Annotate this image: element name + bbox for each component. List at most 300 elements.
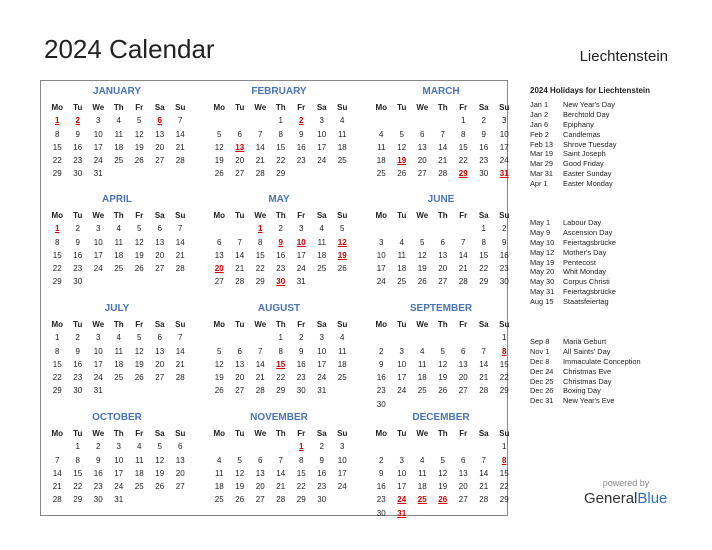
holiday-date: Jan 2 <box>530 109 549 119</box>
day-cell: 4 <box>420 455 425 465</box>
day-cell: 11 <box>397 250 406 260</box>
day-cell: 13 <box>155 346 165 356</box>
weekday-header: Su <box>499 103 510 112</box>
day-cell: 5 <box>440 455 445 465</box>
day-cell: 11 <box>418 359 427 369</box>
day-cell: 25 <box>114 373 124 383</box>
day-cell: 7 <box>481 346 486 356</box>
day-cell: 27 <box>417 169 427 179</box>
holiday-day-cell: 1 <box>55 224 60 234</box>
day-cell: 10 <box>317 346 327 356</box>
day-cell: 16 <box>317 468 327 478</box>
day-cell: 30 <box>73 277 83 287</box>
day-cell: 15 <box>499 468 509 478</box>
weekday-header: Mo <box>375 211 388 220</box>
holiday-row <box>530 159 616 169</box>
holiday-row <box>530 248 616 258</box>
weekday-header: Fr <box>297 103 306 112</box>
holiday-day-cell: 12 <box>337 237 347 247</box>
holiday-name: Immaculate Conception <box>563 356 641 366</box>
weekday-header: We <box>92 211 105 220</box>
day-cell: 4 <box>137 442 142 452</box>
empty-cell <box>412 331 433 344</box>
brand-blue: Blue <box>637 490 668 507</box>
day-cell: 24 <box>376 277 386 287</box>
day-cell: 31 <box>296 277 306 287</box>
day-cell: 28 <box>276 495 286 505</box>
weekday-header: Mo <box>213 103 226 112</box>
day-cell: 29 <box>499 495 509 505</box>
empty-cell <box>433 222 454 235</box>
day-cell: 22 <box>73 482 83 492</box>
weekday-header: Sa <box>154 211 165 220</box>
day-cell: 18 <box>397 264 407 274</box>
weekday-header: We <box>92 429 105 438</box>
day-cell: 19 <box>214 373 224 383</box>
weekday-header: Su <box>499 320 510 329</box>
day-cell: 16 <box>376 482 386 492</box>
day-cell: 16 <box>73 250 83 260</box>
day-cell: 29 <box>296 495 306 505</box>
holiday-group <box>530 337 641 406</box>
day-cell: 21 <box>479 482 489 492</box>
day-cell: 17 <box>397 482 407 492</box>
empty-cell <box>250 331 271 344</box>
day-cell: 26 <box>214 169 224 179</box>
day-cell: 20 <box>438 264 448 274</box>
day-cell: 4 <box>116 116 121 126</box>
month-name: OCTOBER <box>92 412 142 423</box>
weekday-header: Tu <box>397 429 407 438</box>
empty-cell <box>230 440 251 453</box>
holiday-group <box>530 100 616 189</box>
day-cell: 20 <box>155 359 165 369</box>
day-cell: 31 <box>317 386 327 396</box>
day-cell: 11 <box>135 455 144 465</box>
holiday-date: Dec 24 <box>530 366 554 376</box>
holiday-day-cell: 25 <box>417 495 427 505</box>
day-cell: 22 <box>499 373 509 383</box>
day-cell: 2 <box>379 455 384 465</box>
day-cell: 27 <box>155 373 165 383</box>
day-cell: 11 <box>114 237 123 247</box>
day-cell: 30 <box>93 495 103 505</box>
day-cell: 20 <box>458 373 468 383</box>
weekday-header: Tu <box>73 211 83 220</box>
weekday-header: Th <box>437 211 448 220</box>
day-cell: 23 <box>296 373 306 383</box>
day-cell: 25 <box>376 169 386 179</box>
holiday-date: Mar 19 <box>530 149 554 159</box>
weekday-header: We <box>254 429 267 438</box>
holiday-date: May 12 <box>530 247 555 257</box>
weekday-header: Fr <box>297 429 306 438</box>
day-cell: 22 <box>479 264 489 274</box>
day-cell: 20 <box>255 482 265 492</box>
day-cell: 28 <box>438 169 448 179</box>
day-cell: 17 <box>93 250 103 260</box>
day-cell: 11 <box>377 142 386 152</box>
weekday-header: Mo <box>51 103 64 112</box>
day-cell: 3 <box>502 116 507 126</box>
day-cell: 9 <box>481 129 486 139</box>
empty-cell <box>392 331 413 344</box>
holiday-group <box>530 218 616 307</box>
day-cell: 19 <box>417 264 427 274</box>
day-cell: 14 <box>175 129 185 139</box>
day-cell: 18 <box>114 142 124 152</box>
day-cell: 9 <box>379 468 384 478</box>
day-cell: 28 <box>255 169 265 179</box>
empty-cell <box>271 440 292 453</box>
day-cell: 29 <box>499 386 509 396</box>
day-cell: 3 <box>319 116 324 126</box>
day-cell: 15 <box>52 250 62 260</box>
day-cell: 28 <box>458 277 468 287</box>
day-cell: 7 <box>278 455 283 465</box>
day-cell: 13 <box>417 142 427 152</box>
holiday-name: Berchtold Day <box>563 109 610 119</box>
day-cell: 9 <box>75 237 80 247</box>
weekday-header: Su <box>337 211 348 220</box>
weekday-header: We <box>416 211 429 220</box>
holiday-name: New Year's Day <box>563 100 615 109</box>
day-cell: 6 <box>157 224 162 234</box>
day-cell: 25 <box>337 373 347 383</box>
day-cell: 24 <box>397 386 407 396</box>
holiday-date: Dec 8 <box>530 356 550 366</box>
day-cell: 18 <box>417 373 427 383</box>
day-cell: 9 <box>96 455 101 465</box>
holiday-name: Pentecost <box>563 257 596 267</box>
day-cell: 28 <box>52 495 62 505</box>
month-name: JULY <box>104 303 130 314</box>
day-cell: 28 <box>175 264 185 274</box>
day-cell: 3 <box>96 333 101 343</box>
month-november <box>209 411 349 507</box>
day-cell: 7 <box>178 224 183 234</box>
holiday-day-cell: 8 <box>502 346 507 356</box>
day-cell: 19 <box>155 468 165 478</box>
empty-cell <box>474 331 495 344</box>
holidays-title: 2024 Holidays for Liechtenstein <box>530 86 651 95</box>
day-cell: 15 <box>458 142 468 152</box>
day-cell: 17 <box>317 359 327 369</box>
weekday-header: We <box>254 211 267 220</box>
day-cell: 11 <box>114 129 123 139</box>
day-cell: 4 <box>116 333 121 343</box>
holiday-date: Jan 6 <box>530 119 549 129</box>
weekday-header: Fr <box>297 211 306 220</box>
weekday-header: Sa <box>316 320 327 329</box>
day-cell: 17 <box>337 468 347 478</box>
day-cell: 14 <box>438 142 448 152</box>
month-september <box>371 302 511 411</box>
day-cell: 28 <box>235 277 245 287</box>
day-cell: 18 <box>337 142 347 152</box>
day-cell: 26 <box>134 264 144 274</box>
day-cell: 27 <box>235 169 245 179</box>
day-cell: 15 <box>296 468 306 478</box>
day-cell: 7 <box>258 346 263 356</box>
day-cell: 16 <box>479 142 489 152</box>
day-cell: 28 <box>175 156 185 166</box>
weekday-header: Th <box>113 429 124 438</box>
day-cell: 13 <box>458 359 468 369</box>
day-cell: 6 <box>178 442 183 452</box>
day-cell: 6 <box>258 455 263 465</box>
day-cell: 12 <box>214 359 224 369</box>
day-cell: 10 <box>93 129 103 139</box>
day-cell: 17 <box>114 468 124 478</box>
day-cell: 8 <box>278 346 283 356</box>
day-cell: 27 <box>175 482 185 492</box>
day-cell: 22 <box>499 482 509 492</box>
day-cell: 24 <box>114 482 124 492</box>
weekday-header: Mo <box>213 211 226 220</box>
day-cell: 12 <box>134 237 144 247</box>
day-cell: 11 <box>215 468 224 478</box>
day-cell: 12 <box>438 359 448 369</box>
holiday-row <box>530 228 616 238</box>
weekday-header: Sa <box>478 320 489 329</box>
holiday-row <box>530 179 616 189</box>
day-cell: 2 <box>96 442 101 452</box>
holiday-name: All Saints' Day <box>563 346 611 356</box>
day-cell: 30 <box>376 508 386 518</box>
day-cell: 21 <box>235 264 245 274</box>
day-cell: 7 <box>178 116 183 126</box>
day-cell: 6 <box>157 333 162 343</box>
day-cell: 29 <box>52 386 62 396</box>
day-cell: 1 <box>278 333 283 343</box>
day-cell: 21 <box>175 250 185 260</box>
day-cell: 7 <box>461 237 466 247</box>
holiday-day-cell: 9 <box>278 237 283 247</box>
empty-cell <box>453 222 474 235</box>
day-cell: 17 <box>499 142 509 152</box>
day-cell: 7 <box>440 129 445 139</box>
day-cell: 4 <box>340 116 345 126</box>
holiday-day-cell: 31 <box>397 508 407 518</box>
holiday-row <box>530 238 616 248</box>
day-cell: 31 <box>93 169 103 179</box>
day-cell: 9 <box>502 237 507 247</box>
day-cell: 13 <box>155 129 165 139</box>
holiday-date: Jan 1 <box>530 100 549 109</box>
day-cell: 9 <box>299 129 304 139</box>
holiday-date: Dec 31 <box>530 396 554 406</box>
day-cell: 5 <box>217 129 222 139</box>
weekday-header: Su <box>337 429 348 438</box>
holiday-date: May 10 <box>530 237 555 247</box>
empty-cell <box>250 114 271 127</box>
day-cell: 6 <box>440 237 445 247</box>
day-cell: 9 <box>319 455 324 465</box>
holiday-date: Nov 1 <box>530 346 550 356</box>
day-cell: 17 <box>93 359 103 369</box>
holiday-row <box>530 347 641 357</box>
day-cell: 4 <box>399 237 404 247</box>
day-cell: 24 <box>317 156 327 166</box>
day-cell: 22 <box>255 264 265 274</box>
holiday-day-cell: 19 <box>337 250 347 260</box>
day-cell: 17 <box>296 250 306 260</box>
weekday-header: Fr <box>135 103 144 112</box>
day-cell: 10 <box>337 455 347 465</box>
holiday-day-cell: 20 <box>214 264 224 274</box>
month-february <box>209 85 349 181</box>
day-cell: 9 <box>75 129 80 139</box>
holiday-name: Epiphany <box>563 119 594 129</box>
day-cell: 18 <box>317 250 327 260</box>
holiday-day-cell: 1 <box>258 224 263 234</box>
empty-cell <box>209 222 230 235</box>
weekday-header: Fr <box>297 320 306 329</box>
empty-cell <box>371 440 392 453</box>
holiday-day-cell: 31 <box>499 169 509 179</box>
day-cell: 25 <box>214 495 224 505</box>
day-cell: 1 <box>502 333 507 343</box>
day-cell: 19 <box>438 482 448 492</box>
day-cell: 23 <box>499 264 509 274</box>
month-december <box>371 411 511 520</box>
weekday-header: We <box>416 429 429 438</box>
day-cell: 31 <box>93 386 103 396</box>
day-cell: 26 <box>397 169 407 179</box>
day-cell: 21 <box>479 373 489 383</box>
day-cell: 16 <box>93 468 103 478</box>
day-cell: 12 <box>417 250 427 260</box>
day-cell: 18 <box>337 359 347 369</box>
holiday-row <box>530 287 616 297</box>
month-name: JUNE <box>427 194 455 205</box>
day-cell: 11 <box>418 468 427 478</box>
weekday-header: Mo <box>375 103 388 112</box>
empty-cell <box>230 222 251 235</box>
weekday-header: Tu <box>73 320 83 329</box>
day-cell: 28 <box>175 373 185 383</box>
holiday-name: Feiertagsbrücke <box>563 237 616 247</box>
weekday-header: Sa <box>478 103 489 112</box>
day-cell: 3 <box>96 224 101 234</box>
weekday-header: Mo <box>375 429 388 438</box>
day-cell: 10 <box>317 129 327 139</box>
day-cell: 21 <box>175 359 185 369</box>
weekday-header: Tu <box>73 429 83 438</box>
month-name: FEBRUARY <box>251 86 307 97</box>
weekday-header: Mo <box>375 320 388 329</box>
month-january <box>47 85 187 181</box>
day-cell: 27 <box>214 277 224 287</box>
day-cell: 14 <box>255 142 265 152</box>
day-cell: 12 <box>134 346 144 356</box>
day-cell: 26 <box>214 386 224 396</box>
holiday-name: Easter Monday <box>563 179 613 189</box>
holiday-date: Dec 25 <box>530 376 554 386</box>
holiday-name: Corpus Christi <box>563 277 610 287</box>
weekday-header: Fr <box>459 320 468 329</box>
day-cell: 14 <box>52 468 62 478</box>
weekday-header: Fr <box>135 320 144 329</box>
day-cell: 23 <box>73 264 83 274</box>
day-cell: 13 <box>235 359 245 369</box>
day-cell: 13 <box>175 455 185 465</box>
day-cell: 29 <box>479 277 489 287</box>
day-cell: 14 <box>255 359 265 369</box>
day-cell: 1 <box>502 442 507 452</box>
holiday-row <box>530 267 616 277</box>
holiday-row <box>530 218 616 228</box>
weekday-header: Su <box>175 103 186 112</box>
day-cell: 28 <box>479 495 489 505</box>
holiday-row <box>530 386 641 396</box>
day-cell: 2 <box>75 333 80 343</box>
day-cell: 10 <box>397 359 407 369</box>
holiday-name: Christmas Eve <box>563 366 612 376</box>
day-cell: 13 <box>458 468 468 478</box>
weekday-header: We <box>254 320 267 329</box>
brand-general: General <box>584 490 638 507</box>
weekday-header: Sa <box>478 429 489 438</box>
day-cell: 22 <box>296 482 306 492</box>
day-cell: 22 <box>52 373 62 383</box>
day-cell: 6 <box>237 346 242 356</box>
weekday-header: Tu <box>235 429 245 438</box>
day-cell: 7 <box>178 333 183 343</box>
day-cell: 2 <box>75 224 80 234</box>
day-cell: 11 <box>114 346 123 356</box>
day-cell: 23 <box>276 264 286 274</box>
day-cell: 14 <box>175 237 185 247</box>
day-cell: 14 <box>479 359 489 369</box>
weekday-header: Th <box>113 320 124 329</box>
empty-cell <box>412 222 433 235</box>
day-cell: 3 <box>96 116 101 126</box>
holiday-name: Mother's Day <box>563 247 607 257</box>
day-cell: 22 <box>52 264 62 274</box>
weekday-header: Sa <box>478 211 489 220</box>
day-cell: 21 <box>438 156 448 166</box>
holiday-date: May 31 <box>530 287 555 297</box>
holiday-name: Easter Sunday <box>563 169 612 179</box>
holiday-date: Feb 2 <box>530 129 549 139</box>
weekday-header: Th <box>437 320 448 329</box>
holiday-date: Aug 15 <box>530 297 554 307</box>
day-cell: 10 <box>93 237 103 247</box>
weekday-header: Sa <box>154 320 165 329</box>
holiday-day-cell: 1 <box>299 442 304 452</box>
day-cell: 18 <box>114 250 124 260</box>
day-cell: 10 <box>397 468 407 478</box>
day-cell: 6 <box>420 129 425 139</box>
empty-cell <box>412 440 433 453</box>
day-cell: 16 <box>296 359 306 369</box>
weekday-header: Sa <box>154 103 165 112</box>
holiday-name: Saint Joseph <box>563 149 606 159</box>
month-august <box>209 302 349 398</box>
weekday-header: Sa <box>316 103 327 112</box>
month-may <box>209 193 349 289</box>
day-cell: 5 <box>217 346 222 356</box>
day-cell: 7 <box>55 455 60 465</box>
weekday-header: We <box>416 320 429 329</box>
holiday-name: Mariä Geburt <box>563 337 607 346</box>
holiday-date: Feb 13 <box>530 139 554 149</box>
weekday-header: Su <box>175 211 186 220</box>
day-cell: 6 <box>217 237 222 247</box>
holiday-date: May 1 <box>530 218 551 227</box>
